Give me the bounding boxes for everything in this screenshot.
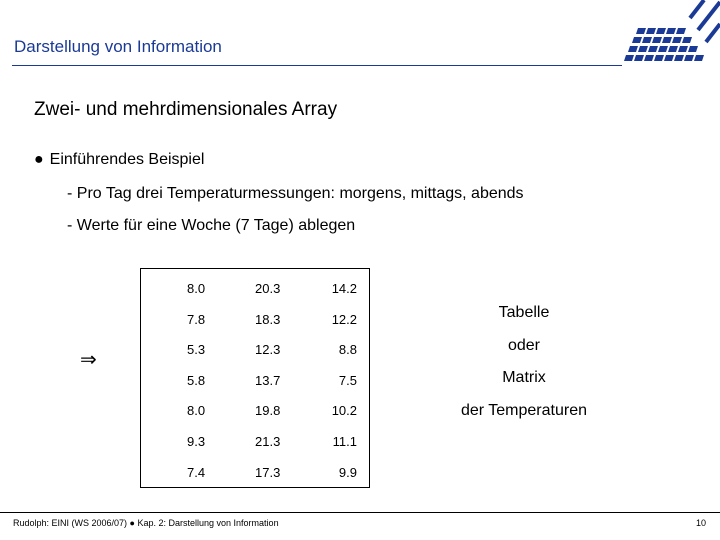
matrix-cell: 20.3: [255, 281, 281, 296]
matrix-cell: 5.8: [187, 372, 206, 388]
matrix-cell: 9.3: [187, 434, 206, 449]
bullet-dot-icon: ●: [34, 151, 44, 168]
temperature-matrix: [140, 268, 370, 488]
matrix-cell: 13.7: [255, 372, 281, 388]
matrix-cell: 18.3: [255, 311, 281, 327]
header-title: Darstellung von Information: [14, 37, 222, 56]
page-number: 10: [695, 518, 706, 528]
label-tabelle: Tabelle: [498, 304, 550, 321]
bullet-text: Einführendes Beispiel: [49, 151, 205, 168]
matrix-cell: 10.2: [331, 403, 357, 419]
footer-text: Rudolph: EINI (WS 2006/07) ● Kap. 2: Darstellung von Information: [13, 518, 279, 528]
footer-divider: [0, 512, 720, 513]
matrix-cell: 7.5: [338, 372, 357, 388]
label-oder: oder: [507, 337, 541, 354]
sub-item-measurements: - Pro Tag drei Temperaturmessungen: morgens, mittags, abends: [67, 185, 524, 202]
matrix-cell: 5.3: [187, 342, 206, 358]
matrix-cell: 21.3: [255, 434, 281, 449]
matrix-cell: 17.3: [255, 464, 281, 480]
matrix-cell: 9.9: [338, 464, 357, 480]
bullet-item: [34, 151, 204, 169]
matrix-cell: 8.8: [338, 342, 357, 358]
matrix-cell: 7.8: [187, 311, 206, 327]
matrix-cell: 12.2: [331, 311, 357, 327]
matrix-cell: 8.0: [187, 281, 206, 296]
label-der-temperaturen: der Temperaturen: [461, 402, 587, 419]
label-matrix: Matrix: [502, 369, 546, 386]
header-divider: [12, 65, 622, 66]
university-logo-icon: [620, 0, 720, 66]
implies-arrow-icon: ⇒: [80, 349, 97, 371]
slide-title: Zwei- und mehrdimensionales Array: [34, 99, 338, 120]
matrix-cell: 11.1: [332, 434, 357, 449]
matrix-cell: 19.8: [255, 403, 281, 419]
sub-item-week: - Werte für eine Woche (7 Tage) ablegen: [67, 217, 356, 234]
matrix-cell: 14.2: [331, 281, 357, 296]
matrix-cell: 12.3: [255, 342, 281, 358]
matrix-cell: 7.4: [187, 464, 206, 480]
matrix-cell: 8.0: [187, 403, 206, 419]
